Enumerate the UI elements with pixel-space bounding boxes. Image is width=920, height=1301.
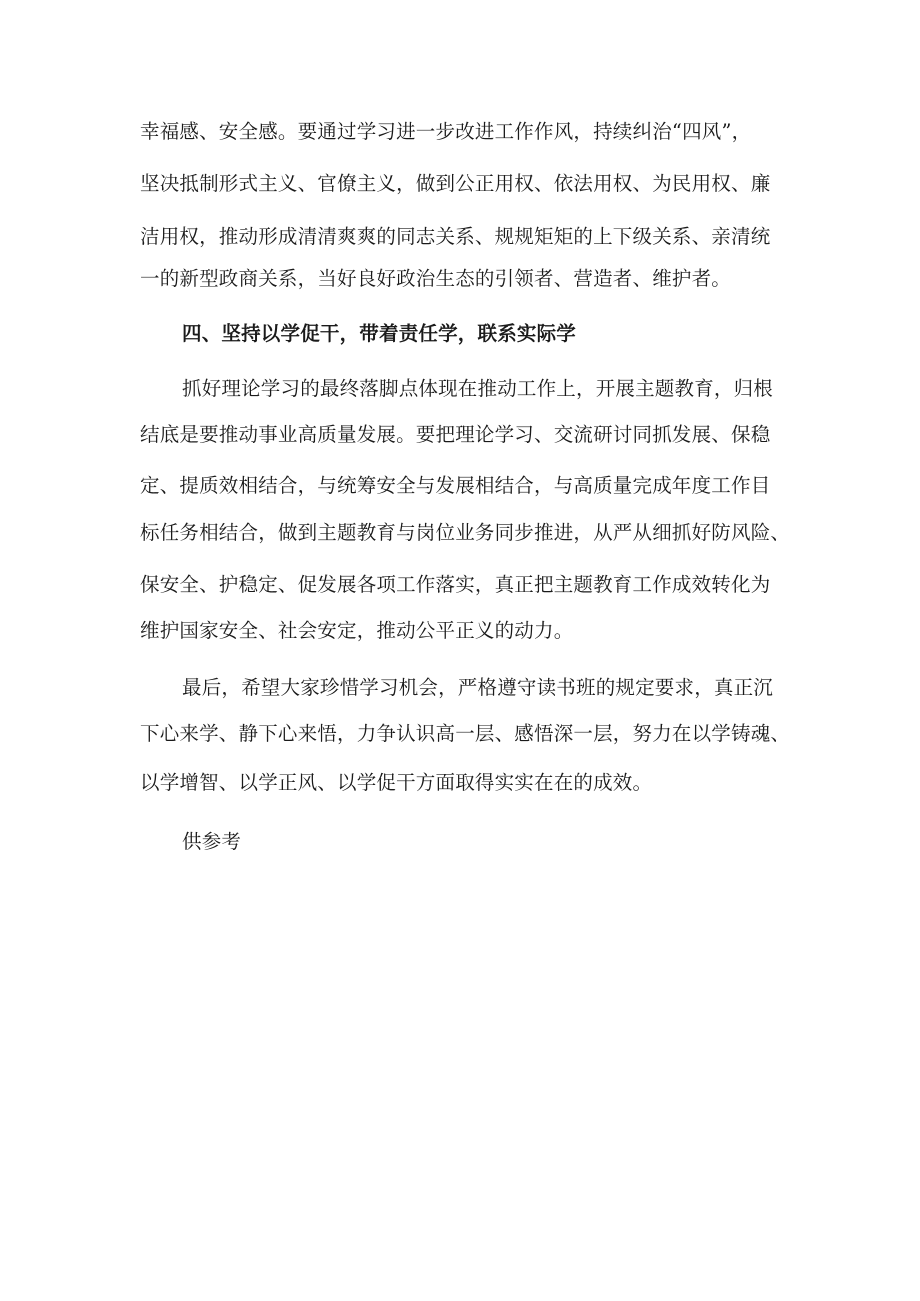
paragraph-line: 标任务相结合，做到主题教育与岗位业务同步推进，从严从细抓好防风险、 — [140, 521, 791, 544]
paragraph-line: 保安全、护稳定、促发展各项工作落实，真正把主题教育工作成效转化为 — [140, 573, 771, 596]
paragraph-line: 最后，希望大家珍惜学习机会，严格遵守读书班的规定要求，真正沉 — [182, 676, 774, 699]
closing-note: 供参考 — [182, 830, 242, 853]
paragraph-line: 维护国家安全、社会安定，推动公平正义的动力。 — [140, 619, 574, 642]
paragraph-line: 定、提质效相结合，与统筹安全与发展相结合，与高质量完成年度工作目 — [140, 474, 771, 497]
section-heading: 四、坚持以学促干，带着责任学，联系实际学 — [182, 322, 577, 345]
paragraph-line: 抓好理论学习的最终落脚点体现在推动工作上，开展主题教育，归根 — [182, 377, 774, 400]
paragraph-line: 以学增智、以学正风、以学促干方面取得实实在在的成效。 — [140, 771, 653, 794]
paragraph-line: 洁用权，推动形成清清爽爽的同志关系、规规矩矩的上下级关系、亲清统 — [140, 225, 771, 248]
paragraph-line: 结底是要推动事业高质量发展。要把理论学习、交流研讨同抓发展、保稳 — [140, 423, 771, 446]
paragraph-line: 一的新型政商关系，当好良好政治生态的引领者、营造者、维护者。 — [140, 267, 732, 290]
paragraph-line: 下心来学、静下心来悟，力争认识高一层、感悟深一层，努力在以学铸魂、 — [140, 722, 791, 745]
paragraph-line: 幸福感、安全感。要通过学习进一步改进工作作风，持续纠治“四风”， — [140, 120, 752, 143]
paragraph-line: 坚决抵制形式主义、官僚主义，做到公正用权、依法用权、为民用权、廉 — [140, 172, 771, 195]
